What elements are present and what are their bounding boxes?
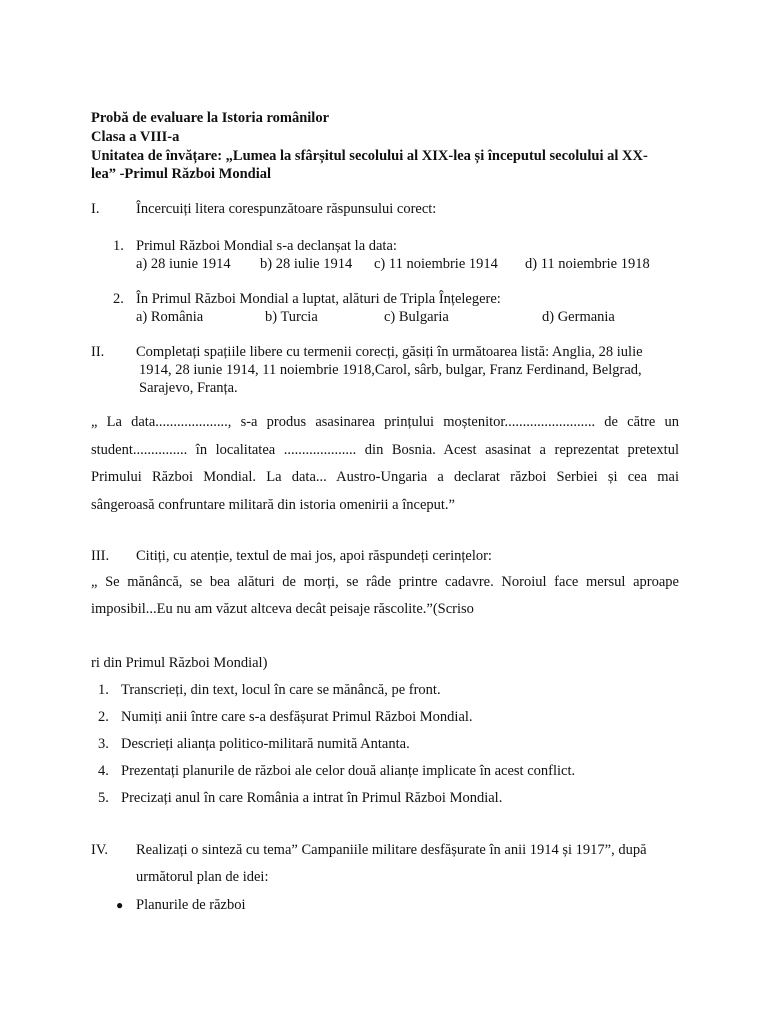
fill-in-text-line-2: student............... în localitatea .................... din Bosnia. Acest asasinat a reprezentat pretextul	[91, 442, 679, 458]
question-2-text: În Primul Război Mondial a luptat, alături de Tripla Înțelegere:	[136, 291, 501, 307]
unit-title-line-1: Unitatea de învățare: „Lumea la sfârșitul secolului al XIX-lea și începutul secolului al XX-	[91, 148, 648, 164]
question-1-option-b: b) 28 iulie 1914	[260, 256, 353, 272]
question-2-number: 2.	[113, 291, 124, 307]
exam-class: Clasa a VIII-a	[91, 129, 180, 145]
fill-in-text-line-4: sângeroasă confruntare militară din istoria omenirii a început.”	[91, 497, 455, 513]
section-2-instruction-line-3: Sarajevo, Franța.	[139, 380, 238, 396]
bullet-icon: ●	[116, 898, 124, 912]
section-3-numeral: III.	[91, 548, 110, 564]
fill-in-text-line-3: Primului Război Mondial. La data... Austro-Ungaria a declarat război Serbiei și cea mai	[91, 469, 679, 485]
question-1-text: Primul Război Mondial s-a declanșat la data:	[136, 238, 397, 254]
task-1-text: Transcrieți, din text, locul în care se mănâncă, pe front.	[121, 682, 441, 698]
section-4-numeral: IV.	[91, 842, 109, 858]
question-2-option-d: d) Germania	[542, 309, 615, 325]
section-2-numeral: II.	[91, 344, 105, 360]
question-2-option-b: b) Turcia	[265, 309, 318, 325]
task-5-number: 5.	[98, 790, 109, 806]
question-2-option-c: c) Bulgaria	[384, 309, 449, 325]
task-4-text: Prezentați planurile de război ale celor două alianțe implicate în acest conflict.	[121, 763, 576, 779]
fill-in-text-line-1: „ La data...................., s-a produs asasinarea prințului moștenitor......................... de către un	[91, 414, 679, 430]
quote-line-1: „ Se mănâncă, se bea alături de morți, se râde printre cadavre. Noroiul face mersul aproape	[91, 574, 679, 590]
quote-line-3: ri din Primul Război Mondial)	[91, 655, 268, 671]
question-1-option-a: a) 28 iunie 1914	[136, 256, 231, 272]
task-1-number: 1.	[98, 682, 109, 698]
task-2-number: 2.	[98, 709, 109, 725]
task-3-text: Descrieți alianța politico-militară numită Antanta.	[121, 736, 410, 752]
question-1-option-d: d) 11 noiembrie 1918	[525, 256, 650, 272]
section-2-instruction-line-2: 1914, 28 iunie 1914, 11 noiembrie 1918,Carol, sârb, bulgar, Franz Ferdinand, Belgrad,	[139, 362, 642, 378]
section-4-instruction-line-1: Realizați o sinteză cu tema” Campaniile militare desfășurate în anii 1914 și 1917”, după	[136, 842, 647, 858]
bullet-item-text: Planurile de război	[136, 897, 246, 913]
exam-title: Probă de evaluare la Istoria românilor	[91, 110, 330, 126]
section-2-instruction-line-1: Completați spațiile libere cu termenii corecți, găsiți în următoarea listă: Anglia, 28 iulie	[136, 344, 643, 360]
task-5-text: Precizați anul în care România a intrat în Primul Război Mondial.	[121, 790, 503, 806]
quote-line-2: imposibil...Eu nu am văzut altceva decât peisaje răscolite.”(Scriso	[91, 601, 474, 617]
section-1-instruction: Încercuiți litera corespunzătoare răspunsului corect:	[136, 201, 437, 217]
section-3-instruction: Citiți, cu atenție, textul de mai jos, apoi răspundeți cerințelor:	[136, 548, 492, 564]
section-1-numeral: I.	[91, 201, 100, 217]
question-2-option-a: a) România	[136, 309, 204, 325]
task-2-text: Numiți anii între care s-a desfășurat Primul Război Mondial.	[121, 709, 473, 725]
task-3-number: 3.	[98, 736, 109, 752]
question-1-number: 1.	[113, 238, 124, 254]
section-4-instruction-line-2: următorul plan de idei:	[136, 869, 269, 885]
unit-title-line-2: lea” -Primul Război Mondial	[91, 166, 272, 182]
question-1-option-c: c) 11 noiembrie 1914	[374, 256, 498, 272]
task-4-number: 4.	[98, 763, 109, 779]
